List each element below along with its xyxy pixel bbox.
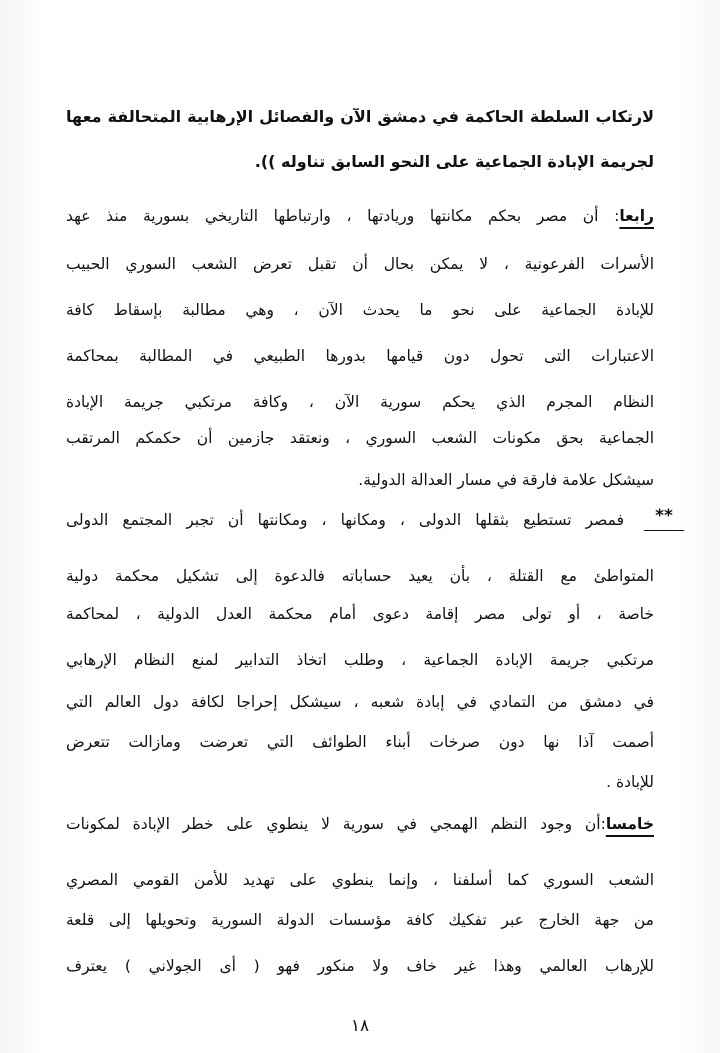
khamisan-line-3: من جهة الخارج عبر تفكيك كافة مؤسسات الدولة السورية وتحويلها إلى قلعة <box>66 911 654 929</box>
section-khamisan-first-line <box>66 804 654 844</box>
stars-line-3: خاصة ، أو تولى مصر إقامة دعوى أمام محكمة العدل الدولية ، لمحاكمة <box>66 605 654 623</box>
section-rabian-text: : أن مصر بحكم مكانتها وريادتها ، وارتباطها التاريخي بسورية منذ عهد <box>66 207 620 225</box>
khamisan-line-2: الشعب السوري كما أسلفنا ، وإنما ينطوي على تهديد للأمن القومي المصري <box>66 871 654 889</box>
stars-first-line: فمصر تستطيع بثقلها الدولى ، ومكانها ، ومكانتها أن تجبر المجتمع الدولى <box>66 511 624 529</box>
section-rabian-first-line <box>66 196 654 236</box>
section-khamisan-text: :أن وجود النظم الهمجي في سورية لا ينطوي على خطر الإبادة لمكونات <box>66 815 606 833</box>
stars-line-6: أصمت آذا نها دون صرخات أبناء الطوائف التي تعرضت ومازالت تتعرض <box>66 733 654 751</box>
rabian-line-4: الاعتبارات التى تحول دون قيامها بدورها الطبيعي في المطالبة بمحاكمة <box>66 347 654 365</box>
rabian-line-2: الأسرات الفرعونية ، لا يمكن بحال أن تقبل تعرض الشعب السوري الحبيب <box>66 255 654 273</box>
stars-line-2: المتواطئ مع القتلة ، بأن يعيد حساباته فالدعوة إلى تشكيل محكمة دولية <box>66 567 654 585</box>
intro-line-1: لارتكاب السلطة الحاكمة في دمشق الآن والفصائل الإرهابية المتحالفة معها <box>66 107 654 126</box>
section-label-khamisan: خامسا <box>605 815 654 833</box>
stars-line-4: مرتكبي جريمة الإبادة الجماعية ، وطلب اتخاذ التدابير لمنع النظام الإرهابي <box>66 651 654 669</box>
rabian-line-3: للإبادة الجماعية على نحو ما يحدث الآن ، وهي مطالبة بإسقاط كافة <box>66 301 654 319</box>
intro-line-2: لجريمة الإبادة الجماعية على النحو السابق تناوله )). <box>254 152 654 171</box>
page-number: ١٨ <box>350 1016 370 1036</box>
khamisan-line-4: للإرهاب العالمي وهذا غير خاف ولا منكور فهو ( أى الجولاني ) يعترف <box>66 957 654 975</box>
section-label-rabian: رابعا <box>619 207 654 225</box>
stars-line-5: في دمشق من التمادي في إبادة شعبه ، سيشكل إحراجا لكافة دول العالم التي <box>66 693 654 711</box>
stars-marker: ** <box>644 502 684 531</box>
rabian-line-5: النظام المجرم الذي يحكم سورية الآن ، وكافة مرتكبي جريمة الإبادة <box>66 393 654 411</box>
rabian-line-6: الجماعية بحق مكونات الشعب السوري ، ونعتقد جازمين أن حكمكم المرتقب <box>66 429 654 447</box>
stars-line-7: للإبادة . <box>606 773 654 791</box>
rabian-line-7: سيشكل علامة فارقة في مسار العدالة الدولية. <box>358 471 654 489</box>
